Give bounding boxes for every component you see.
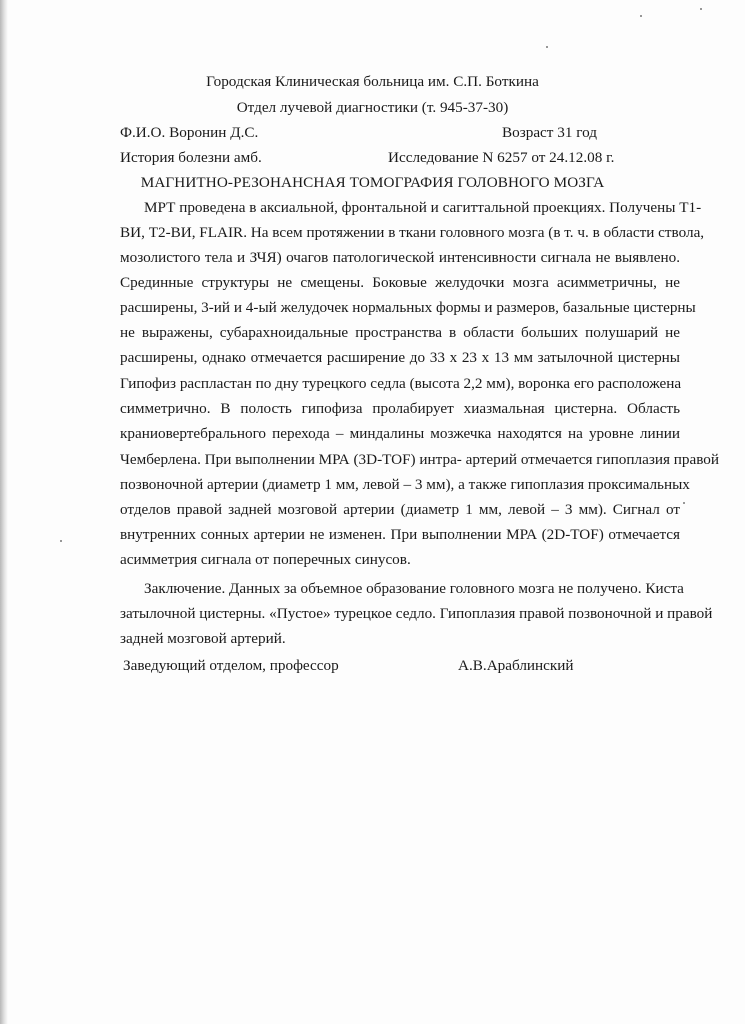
body-line: асимметрия сигнала от поперечных синусов.: [120, 551, 411, 568]
scan-shadow-edge: [0, 0, 8, 1024]
hospital-name: Городская Клиническая больница им. С.П. Боткина: [206, 73, 539, 90]
patient-name: Ф.И.О. Воронин Д.С.: [120, 124, 259, 141]
document-title: МАГНИТНО-РЕЗОНАНСНАЯ ТОМОГРАФИЯ ГОЛОВНОГО МОЗГА: [140, 174, 605, 191]
body-line: краниовертебрального перехода – миндалины мозжечка находятся на уровне линии: [120, 425, 680, 442]
body-line: Гипофиз распластан по дну турецкого седла (высота 2,2 мм), воронка его расположена: [120, 375, 682, 392]
conclusion-line: задней мозговой артерий.: [120, 630, 286, 647]
study-number: Исследование N 6257 от 24.12.08 г.: [388, 149, 615, 166]
signature-name: А.В.Араблинский: [458, 657, 574, 674]
body-line: Чемберлена. При выполнении МРА (3D-TOF) интра- артерий отмечается гипоплазия правой: [120, 451, 719, 468]
signature-position: Заведующий отделом, профессор: [123, 657, 339, 674]
body-line: симметрично. В полость гипофиза пролабирует хиазмальная цистерна. Область: [120, 400, 680, 417]
patient-age: Возраст 31 год: [502, 124, 597, 141]
body-line: мозолистого тела и ЗЧЯ) очагов патологической интенсивности сигнала не выявлено.: [120, 249, 680, 266]
body-line: ВИ, Т2-ВИ, FLAIR. На всем протяжении в ткани головного мозга (в т. ч. в области ствола,: [120, 224, 705, 241]
body-line: расширены, однако отмечается расширение до 33 х 23 х 13 мм затылочной цистерны: [120, 349, 680, 366]
body-line: Срединные структуры не смещены. Боковые желудочки мозга асимметричны, не: [120, 274, 680, 291]
body-line: МРТ проведена в аксиальной, фронтальной и сагиттальной проекциях. Получены Т1-: [144, 199, 702, 216]
body-line: не выражены, субарахноидальные пространства в области больших полушарий не: [120, 324, 680, 341]
body-line: позвоночной артерии (диаметр 1 мм, левой – 3 мм), а также гипоплазия проксимальных: [120, 476, 690, 493]
conclusion-line: затылочной цистерны. «Пустое» турецкое седло. Гипоплазия правой позвоночной и правой: [120, 605, 713, 622]
body-line: внутренних сонных артерии не изменен. При выполнении МРА (2D-TOF) отмечается: [120, 526, 680, 543]
department-name: Отдел лучевой диагностики (т. 945-37-30): [236, 99, 509, 116]
conclusion-line: Заключение. Данных за объемное образование головного мозга не получено. Киста: [144, 580, 684, 597]
body-line: отделов правой задней мозговой артерии (диаметр 1 мм, левой – 3 мм). Сигнал от: [120, 501, 680, 518]
body-line: расширены, 3-ий и 4-ый желудочек нормальных формы и размеров, базальные цистерны: [120, 299, 696, 316]
medical-history: История болезни амб.: [120, 149, 262, 166]
